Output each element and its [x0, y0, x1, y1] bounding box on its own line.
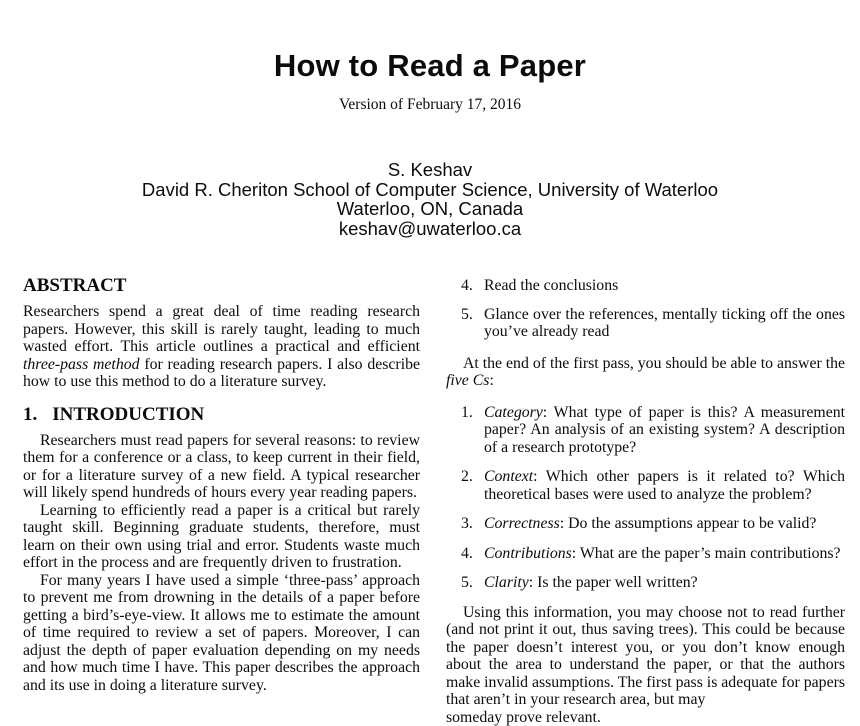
list-item-number: 5. — [461, 306, 473, 324]
left-column — [23, 275, 420, 726]
list-item-text: Glance over the references, mentally ticking off the ones you’ve already read — [484, 306, 845, 341]
abstract-text — [23, 303, 420, 391]
clipped-bottom-line: someday prove relevant. — [446, 709, 845, 726]
first-pass-steps-list — [446, 277, 845, 341]
introduction-heading — [23, 404, 420, 425]
list-item — [446, 404, 845, 457]
five-cs-intro-italic: five Cs — [446, 372, 489, 389]
list-item — [446, 306, 845, 341]
list-item-lead: Context — [484, 468, 533, 485]
list-item — [446, 574, 845, 592]
list-item-number: 2. — [461, 468, 473, 486]
intro-paragraph-3: For many years I have used a simple ‘three-pass’ approach to prevent me from drowning in the details of a paper before getting a bird’s-eye-view. It allows me to estimate the amount of time required to review a set of papers. Moreover, I can adjust the depth of paper evaluation depending on my needs and how much time I have. This paper describes the approach and its use in doing a literature survey. — [23, 572, 420, 695]
list-item — [446, 515, 845, 533]
intro-paragraph-1: Researchers must read papers for several reasons: to review them for a conference or a class, to keep current in their field, or for a literature survey of a new field. A typical researcher will likely spend hundreds of hours every year reading papers. — [23, 432, 420, 502]
list-item-text: : What are the paper’s main contributions? — [572, 545, 841, 562]
version-line: Version of February 17, 2016 — [0, 96, 860, 114]
list-item — [446, 277, 845, 295]
intro-paragraph-2: Learning to efficiently read a paper is a critical but rarely taught skill. Beginning graduate students, therefore, must learn on their own using trial and error. Students waste much effort in the process and are frequently driven to frustration. — [23, 502, 420, 572]
paper-header — [0, 0, 860, 238]
five-cs-intro-paragraph — [446, 355, 845, 390]
list-item-text: : Is the paper well written? — [529, 574, 698, 591]
abstract-heading: ABSTRACT — [23, 275, 420, 296]
author-email: keshav@uwaterloo.ca — [0, 219, 860, 239]
list-item-lead: Contributions — [484, 545, 572, 562]
author-block — [0, 160, 860, 238]
abstract-text-pre: Researchers spend a great deal of time reading research papers. However, this skill is rarely taught, leading to much wasted effort. This article outlines a practical and efficient — [23, 303, 420, 355]
list-item-number: 5. — [461, 574, 473, 592]
two-column-body — [0, 275, 860, 726]
author-location: Waterloo, ON, Canada — [0, 199, 860, 219]
list-item-lead: Category — [484, 404, 543, 421]
list-item-number: 4. — [461, 545, 473, 563]
author-name: S. Keshav — [0, 160, 860, 180]
list-item-text: : What type of paper is this? A measurement paper? An analysis of an existing system? A description of a research prototype? — [484, 404, 845, 456]
list-item — [446, 468, 845, 503]
author-affiliation: David R. Cheriton School of Computer Science, University of Waterloo — [0, 180, 860, 200]
section-number: 1. — [23, 404, 37, 425]
right-column — [446, 275, 845, 726]
list-item-text: Read the conclusions — [484, 277, 618, 294]
list-item-lead: Clarity — [484, 574, 529, 591]
five-cs-list — [446, 404, 845, 592]
list-item-text: : Which other papers is it related to? Which theoretical bases were used to analyze the problem? — [484, 468, 845, 503]
abstract-text-post: for reading research papers. I also describe how to use this method to do a literature survey. — [23, 356, 420, 391]
list-item — [446, 545, 845, 563]
closing-paragraph: Using this information, you may choose not to read further (and not print it out, thus saving trees). This could be because the paper doesn’t interest you, or you don’t know enough about the area to understand the paper, or that the authors make invalid assumptions. The first pass is adequate for papers that aren’t in your research area, but may — [446, 604, 845, 709]
abstract-text-italic: three-pass method — [23, 356, 140, 373]
list-item-number: 1. — [461, 404, 473, 422]
list-item-lead: Correctness — [484, 515, 560, 532]
five-cs-intro-post: : — [489, 372, 493, 389]
section-title: INTRODUCTION — [52, 404, 204, 425]
list-item-number: 4. — [461, 277, 473, 295]
paper-title: How to Read a Paper — [0, 0, 860, 83]
list-item-number: 3. — [461, 515, 473, 533]
five-cs-intro-pre: At the end of the first pass, you should be able to answer the — [463, 355, 845, 372]
list-item-text: : Do the assumptions appear to be valid? — [560, 515, 817, 532]
